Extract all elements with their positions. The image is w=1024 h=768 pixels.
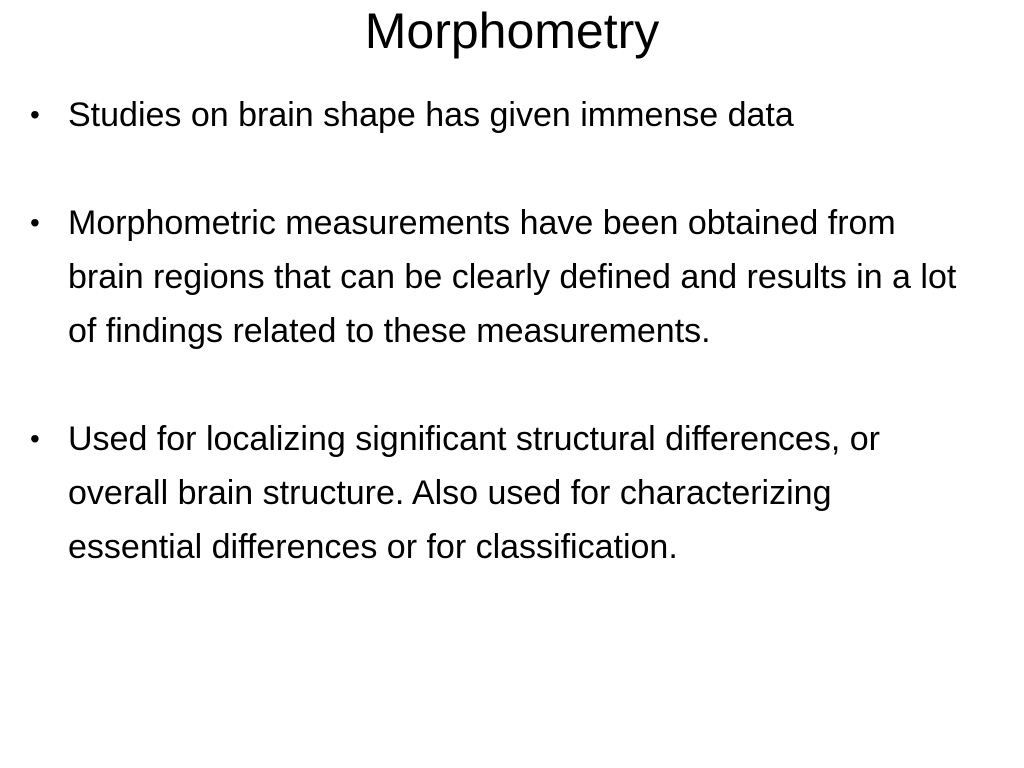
bullet-text: Used for localizing significant structural differences, or overall brain structure. Also used for characterizing essential differences or for classification. [68, 420, 880, 566]
slide-title: Morphometry [364, 3, 660, 59]
bullet-item [30, 196, 970, 358]
bullet-dot-icon: • [30, 99, 40, 130]
bullet-list [30, 88, 970, 574]
bullet-dot-icon: • [30, 207, 40, 238]
bullet-text: Studies on brain shape has given immense data [68, 96, 794, 134]
bullet-dot-icon: • [30, 423, 40, 454]
bullet-text: Morphometric measurements have been obtained from brain regions that can be clearly defined and results in a lot of findings related to these measurements. [68, 204, 957, 350]
bullet-item [30, 88, 970, 142]
bullet-item [30, 412, 970, 574]
